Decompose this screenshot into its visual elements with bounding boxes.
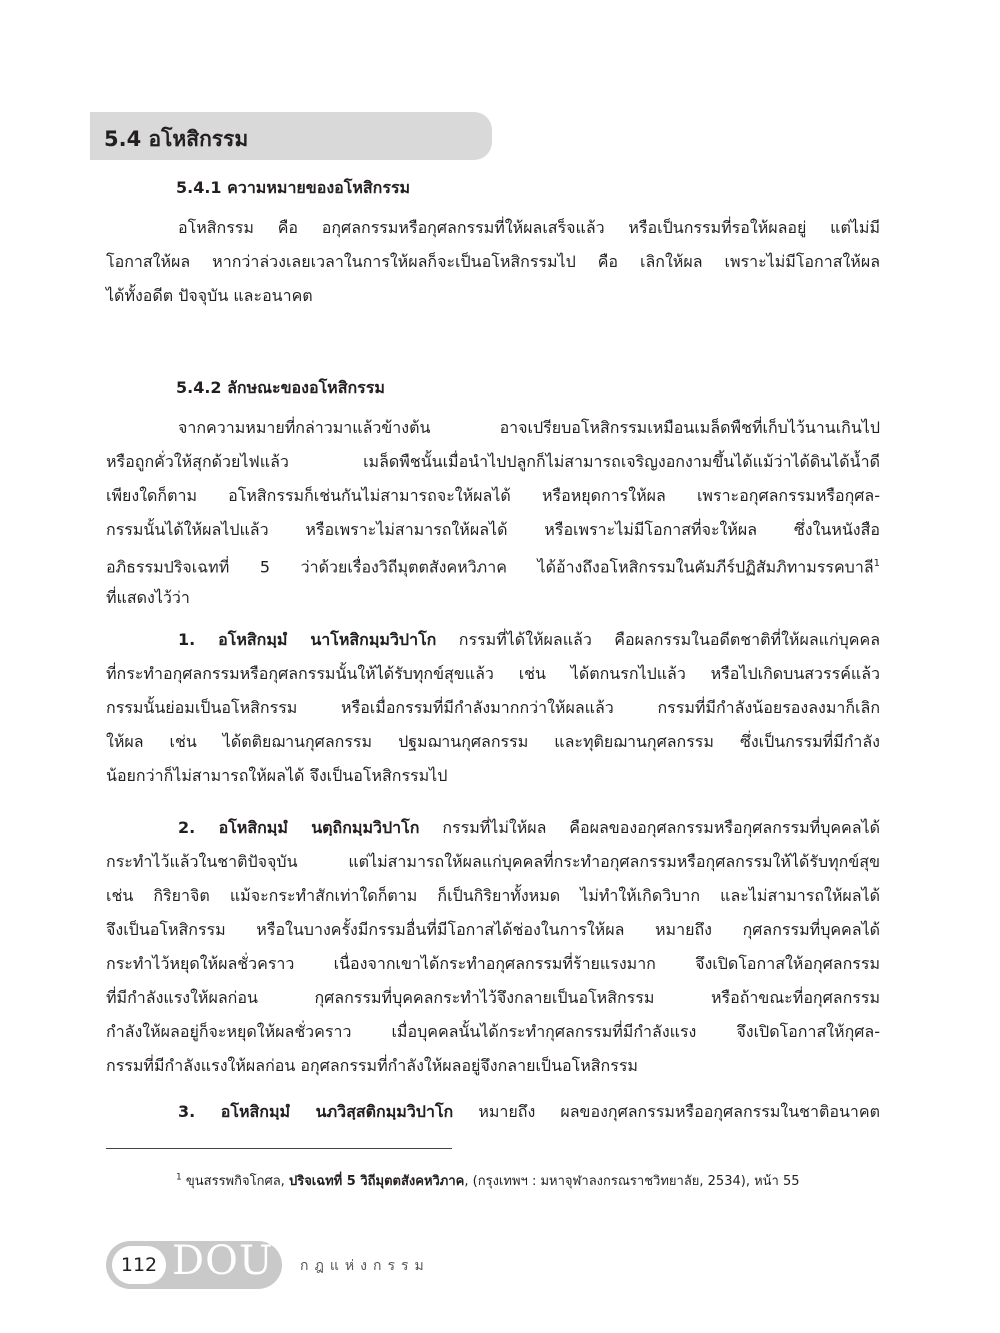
section-title: 5.4 อโหสิกรรม [104, 127, 249, 151]
paragraph-line: หรือถูกคั่วให้สุกด้วยไฟแล้ว เมล็ดพืชนั้นเมื่อนำไปปลูกก็ไม่สามารถเจริญงอกงามขึ้นได้แม้ว่าได้ดินได้น้ำดี [106, 452, 880, 471]
paragraph-line: ที่แสดงไว้ว่า [106, 588, 190, 607]
paragraph-line: กรรมนั้นได้ให้ผลไปแล้ว หรือเพราะไม่สามารถให้ผลได้ หรือเพราะไม่มีโอกาสที่จะให้ผล ซึ่งในหนังสือ [106, 520, 880, 539]
list-item-text: หมายถึง ผลของกุศลกรรมหรืออกุศลกรรมในชาติอนาคต [478, 1102, 880, 1121]
footnote-reference: 1 [873, 558, 880, 569]
footnote-details: , (กรุงเทพฯ : มหาจุฬาลงกรณราชวิทยาลัย, 2534), หน้า 55 [464, 1174, 800, 1189]
dou-logo: DOU [172, 1238, 274, 1284]
paragraph-line: ที่มีกำลังแรงให้ผลก่อน กุศลกรรมที่บุคคลกระทำไว้จึงกลายเป็นอโหสิกรรม หรือถ้าขณะที่อกุศลกรรม [106, 988, 880, 1007]
paragraph-line: จึงเป็นอโหสิกรรม หรือในบางครั้งมีกรรมอื่นที่มีโอกาสได้ช่องในการให้ผล หมายถึง กุศลกรรมที่บุคคลได้ [106, 920, 880, 939]
list-item-3 [178, 1102, 880, 1122]
list-item-label: 1. อโหสิกมฺมํ นาโหสิกมฺมวิปาโก [178, 630, 437, 649]
paragraph-line: ได้ทั้งอดีต ปัจจุบัน และอนาคต [106, 286, 313, 305]
paragraph-line: โอกาสให้ผล หากว่าล่วงเลยเวลาในการให้ผลก็จะเป็นอโหสิกรรมไป คือ เลิกให้ผล เพราะไม่มีโอกาสให้ผล [106, 252, 880, 271]
list-item-label: 2. อโหสิกมฺมํ นตฺถิกมฺมวิปาโก [178, 818, 420, 837]
list-item-1 [178, 630, 880, 650]
paragraph-line: เพียงใดก็ตาม อโหสิกรรมก็เช่นกันไม่สามารถจะให้ผลได้ หรือหยุดการให้ผล เพราะอกุศลกรรมหรือกุศล- [106, 486, 880, 505]
list-item-label: 3. อโหสิกมฺมํ นภวิสฺสติกมฺมวิปาโก [178, 1102, 454, 1121]
paragraph-line [106, 554, 880, 577]
list-item-text: กรรมที่ไม่ให้ผล คือผลของอกุศลกรรมหรือกุศลกรรมที่บุคคลได้ [442, 818, 880, 837]
footnote [176, 1170, 800, 1191]
paragraph-line: น้อยกว่าก็ไม่สามารถให้ผลได้ จึงเป็นอโหสิกรรมไป [106, 766, 448, 785]
paragraph-text: อภิธรรมปริจเฉทที่ 5 ว่าด้วยเรื่องวิถีมุตตสังคหวิภาค ได้อ้างถึงอโหสิกรรมในคัมภีร์ปฏิสัมภิทามรรคบาลี [106, 557, 874, 577]
list-item-2 [178, 818, 880, 838]
footnote-divider [106, 1148, 452, 1149]
paragraph-line: อโหสิกรรม คือ อกุศลกรรมหรือกุศลกรรมที่ให้ผลเสร็จแล้ว หรือเป็นกรรมที่รอให้ผลอยู่ แต่ไม่มี [178, 218, 880, 237]
paragraph-line: กระทำไว้หยุดให้ผลชั่วคราว เนื่องจากเขาได้กระทำอกุศลกรรมที่ร้ายแรงมาก จึงเปิดโอกาสให้อกุศลกรรม [106, 954, 880, 973]
book-title: กฎแห่งกรรม [300, 1258, 430, 1274]
paragraph-line: ให้ผล เช่น ได้ตติยฌานกุศลกรรม ปฐมฌานกุศลกรรม และทุติยฌานกุศลกรรม ซึ่งเป็นกรรมที่มีกำลัง [106, 732, 880, 751]
paragraph-line: กรรมนั้นย่อมเป็นอโหสิกรรม หรือเมื่อกรรมที่มีกำลังมากกว่าให้ผลแล้ว กรรมที่มีกำลังน้อยรองลงมาก็เลิก [106, 698, 880, 717]
paragraph-line: กำลังให้ผลอยู่ก็จะหยุดให้ผลชั่วคราว เมื่อบุคคลนั้นได้กระทำกุศลกรรมที่มีกำลังแรง จึงเปิดโอกาสให้กุศล- [106, 1022, 880, 1041]
footnote-title: ปริจเฉทที่ 5 วิถีมุตตสังคหวิภาค [288, 1174, 465, 1189]
page-number: 112 [112, 1246, 166, 1284]
paragraph-line: กรรมที่มีกำลังแรงให้ผลก่อน อกุศลกรรมที่กำลังให้ผลอยู่จึงกลายเป็นอโหสิกรรม [106, 1056, 638, 1075]
paragraph-line: กระทำไว้แล้วในชาติปัจจุบัน แต่ไม่สามารถให้ผลแก่บุคคลที่กระทำอกุศลกรรมหรือกุศลกรรมให้ได้รับทุกข์สุข [106, 852, 880, 871]
subsection-heading-2: 5.4.2 ลักษณะของอโหสิกรรม [176, 378, 385, 397]
paragraph-line: จากความหมายที่กล่าวมาแล้วข้างต้น อาจเปรียบอโหสิกรรมเหมือนเมล็ดพืชที่เก็บไว้นานเกินไป [178, 418, 880, 437]
footnote-author: ขุนสรรพกิจโกศล, [185, 1174, 285, 1189]
list-item-text: กรรมที่ได้ให้ผลแล้ว คือผลกรรมในอดีตชาติที่ให้ผลแก่บุคคล [458, 630, 880, 649]
paragraph-line: เช่น กิริยาจิต แม้จะกระทำสักเท่าใดก็ตาม ก็เป็นกิริยาทั้งหมด ไม่ทำให้เกิดวิบาก และไม่สามารถให้ผลได้ [106, 886, 880, 905]
footnote-mark: 1 [176, 1172, 182, 1183]
paragraph-line: ที่กระทำอกุศลกรรมหรือกุศลกรรมนั้นให้ได้รับทุกข์สุขแล้ว เช่น ได้ตกนรกไปแล้ว หรือไปเกิดบนสวรรค์แล้ว [106, 664, 880, 683]
subsection-heading-1: 5.4.1 ความหมายของอโหสิกรรม [176, 178, 411, 197]
